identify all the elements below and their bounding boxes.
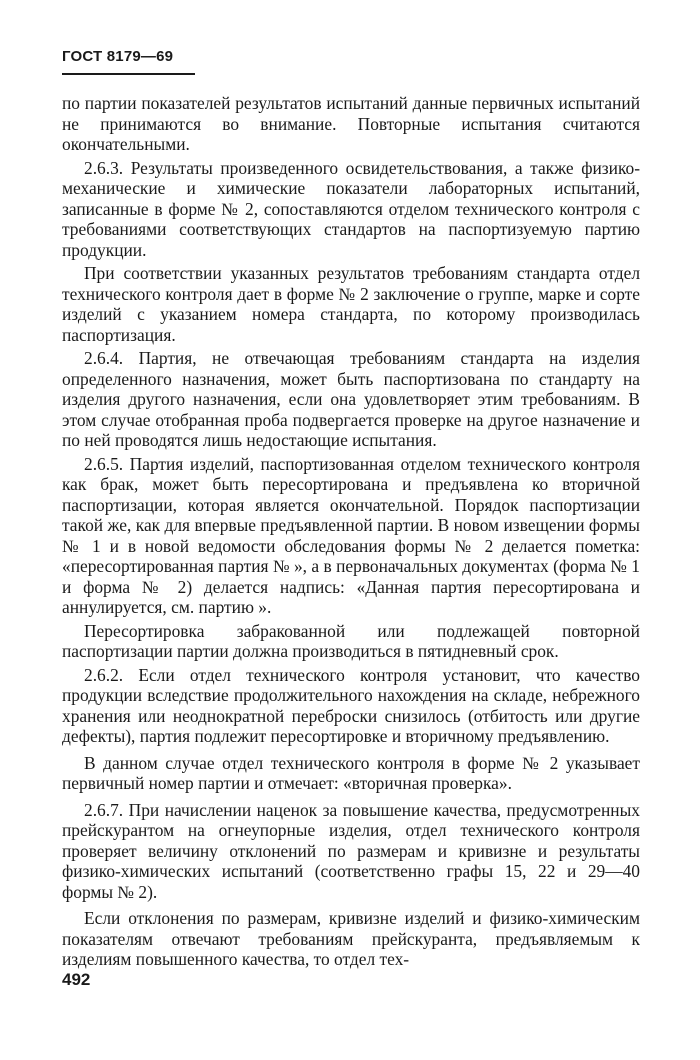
document-header: ГОСТ 8179—69: [62, 48, 174, 65]
paragraph-secondary-check: В данном случае отдел технического контроля в форме № 2 указывает первичный номер партии и отмечает: «вторичная проверка».: [62, 752, 640, 793]
paragraph-2-6-3: 2.6.3. Результаты произведенного освидетельствования, а также физико-механические и химические показатели лабораторных испытаний, записанные в форме № 2, сопоставляются отделом технического контроля с требованиями соответствующих стандартов на паспортизуемую партию продукции.: [62, 157, 640, 260]
header-rule: [62, 73, 195, 75]
paragraph-2-6-2: 2.6.2. Если отдел технического контроля установит, что качество продукции вследствие продолжительного нахождения на складе, небрежного хранения или неоднократной переброски снизилось (отбитость или другие дефекты), партия подлежит пересортировке и вторичному предъявлению.: [62, 664, 640, 746]
paragraph-2-6-7: 2.6.7. При начислении наценок за повышение качества, предусмотренных прейскурантом на огнеупорные изделия, отдел технического контроля проверяет величину отклонений по размерам и кривизне и результаты физико-химических испытаний (соответственно графы 15, 22 и 29—40 формы № 2).: [62, 799, 640, 902]
paragraph-resorting-term: Пересортировка забракованной или подлежащей повторной паспортизации партии должна производиться в пятидневный срок.: [62, 620, 640, 661]
paragraph-deviations: Если отклонения по размерам, кривизне изделий и физико-химическим показателям отвечают требованиям прейскуранта, предъявляемым к изделиям повышенного качества, то отдел тех-: [62, 908, 640, 969]
paragraph-2-6-4: 2.6.4. Партия, не отвечающая требованиям стандарта на изделия определенного назначения, может быть паспортизована по стандарту на изделия другого назначения, если она удовлетворяет этим требованиям. В этом случае отобранная проба подвергается проверке на другое назначение и по ней проводятся лишь недостающие испытания.: [62, 348, 640, 450]
page-number: 492: [62, 970, 91, 989]
body-text: [62, 93, 640, 973]
paragraph-standard-conformity: При соответствии указанных результатов требованиям стандарта отдел технического контроля дает в форме № 2 заключение о группе, марке и сорте изделий с указанием номера стандарта, по которому производилась паспортизация.: [62, 263, 640, 345]
paragraph-continuation: по партии показателей результатов испытаний данные первичных испытаний не принимаются во внимание. Повторные испытания считаются окончательными.: [62, 93, 640, 154]
paragraph-2-6-5: 2.6.5. Партия изделий, паспортизованная отделом технического контроля как брак, может быть пересортирована и предъявлена ко вторичной паспортизации, которая является окончательной. Порядок паспортизации такой же, как для впервые предъявленной партии. В новом извещении формы № 1 и в новой ведомости обследования формы № 2 делается пометка: «пересортированная партия № », а в первоначальных документах (форма № 1 и форма № 2) делается надпись: «Данная партия пересортирована и аннулируется, см. партию ».: [62, 453, 640, 617]
